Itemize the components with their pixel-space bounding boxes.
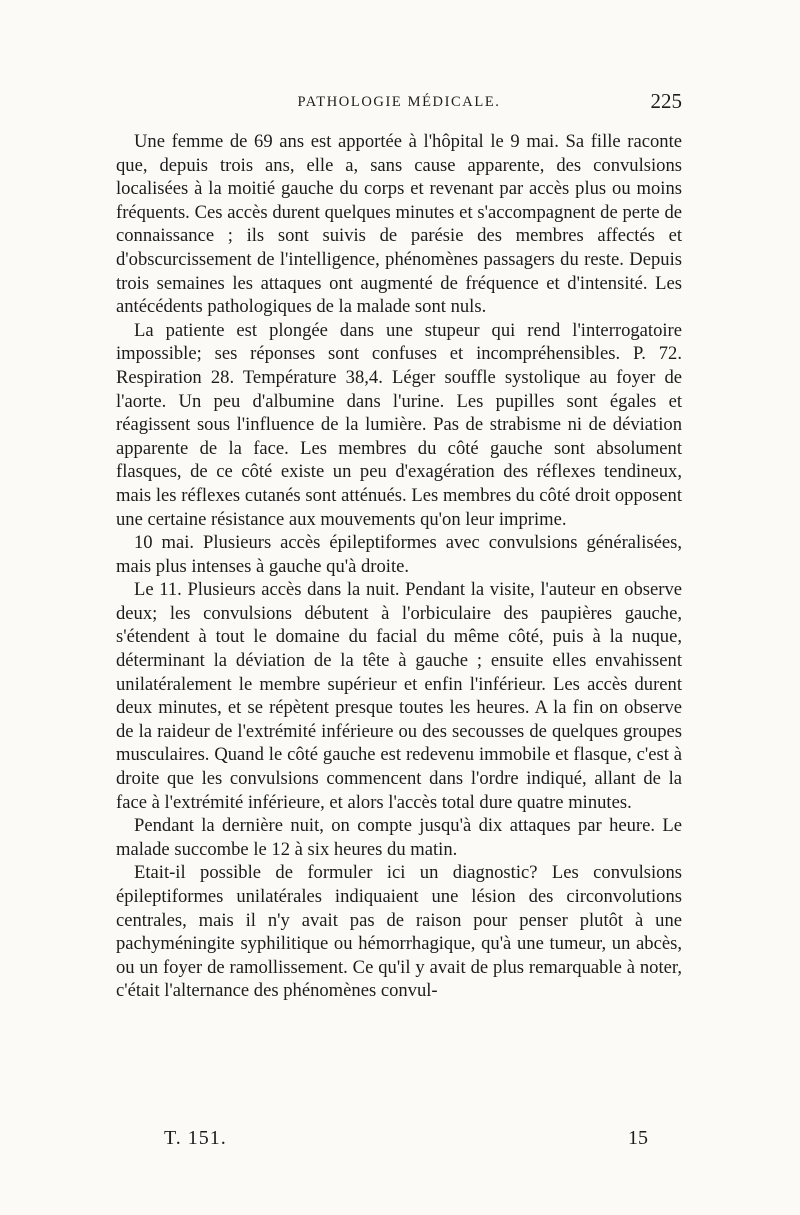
body-text [116, 130, 682, 1003]
signature-mark: T. 151. [164, 1127, 227, 1149]
sheet-number: 15 [628, 1127, 648, 1149]
paragraph-case-history: Une femme de 69 ans est apportée à l'hôpital le 9 mai. Sa fille raconte que, depuis trois ans, elle a, sans cause apparente, des convulsions localisées à la moitié gauche du corps et revenant par accès plus ou moins fréquents. Ces accès durent quelques minutes et s'accompagnent de perte de connaissance ; ils sont suivis de parésie des membres affectés et d'obscurcissement de l'intelligence, phénomènes passagers du reste. Depuis trois semaines les attaques ont augmenté de fréquence et d'intensité. Les antécédents pathologiques de la malade sont nuls. [116, 131, 682, 318]
paragraph-may-10: 10 mai. Plusieurs accès épileptiformes avec convulsions généralisées, mais plus intenses à gauche qu'à droite. [116, 532, 682, 577]
paragraph-diagnosis: Etait-il possible de formuler ici un diagnostic? Les convulsions épileptiformes unilatérales indiquaient une lésion des circonvolutions centrales, mais il n'y avait pas de raison pour penser plutôt à une pachyméningite syphilitique ou hémorrhagique, qu'à une tumeur, un abcès, ou un foyer de ramollissement. Ce qu'il y avait de plus remarquable à noter, c'était l'alternance des phénomènes convul- [116, 862, 682, 1002]
paragraph-examination: La patiente est plongée dans une stupeur qui rend l'interrogatoire impossible; ses réponses sont confuses et incompréhensibles. P. 72. Respiration 28. Température 38,4. Léger souffle systolique au foyer de l'aorte. Un peu d'albumine dans l'urine. Les pupilles sont égales et réagissent sous l'influence de la lumière. Pas de strabisme ni de déviation apparente de la face. Les membres du côté gauche sont absolument flasques, de ce côté existe un peu d'exagération des réflexes tendineux, mais les réflexes cutanés sont atténués. Les membres du côté droit opposent une certaine résistance aux mouvements qu'on leur imprime. [116, 319, 682, 530]
paragraph-last-night: Pendant la dernière nuit, on compte jusqu'à dix attaques par heure. Le malade succombe le 12 à six heures du matin. [116, 815, 682, 860]
running-title: PATHOLOGIE MÉDICALE. [297, 94, 501, 110]
paragraph-may-11: Le 11. Plusieurs accès dans la nuit. Pendant la visite, l'auteur en observe deux; les convulsions débutent à l'orbiculaire des paupières gauche, s'étendent à tout le domaine du facial du même côté, puis à la nuque, déterminant la déviation de la tête à gauche ; ensuite elles envahissent unilatéralement le membre supérieur et enfin l'inférieur. Les accès durent deux minutes, et se répètent presque toutes les heures. A la fin on observe de la raideur de l'extrémité inférieure ou des secousses de quelques groupes musculaires. Quand le côté gauche est redevenu immobile et flasque, c'est à droite que les convulsions commencent dans l'ordre indiqué, allant de la face à l'extrémité inférieure, et alors l'accès total dure quatre minutes. [116, 579, 682, 813]
page-number: 225 [650, 89, 682, 113]
running-head [116, 89, 682, 118]
